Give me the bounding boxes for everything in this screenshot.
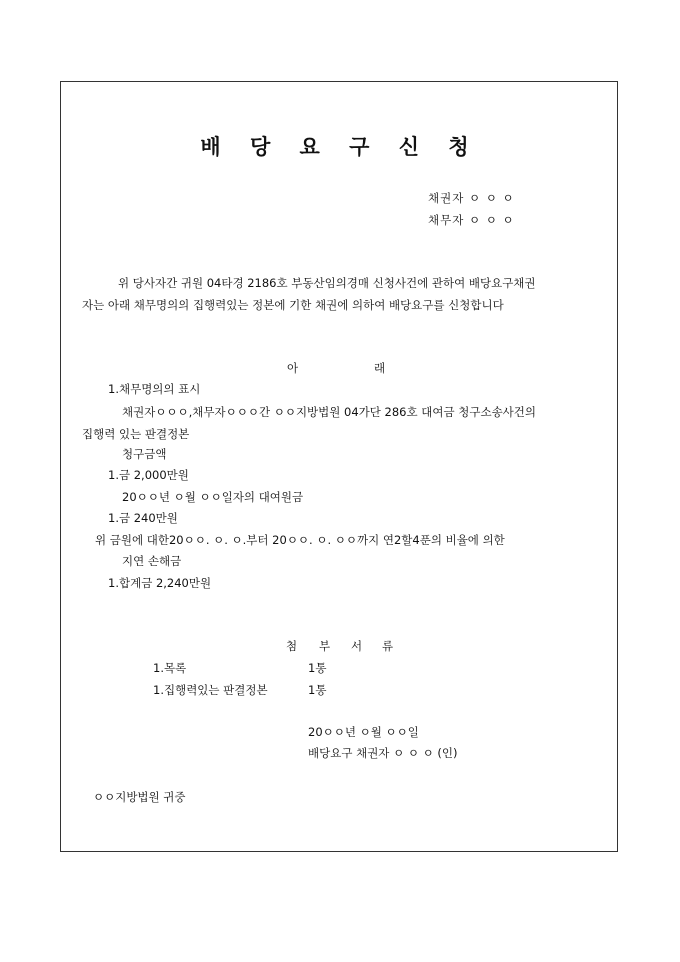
below-heading-b: 래 xyxy=(374,361,386,375)
claim-item-2: 1.금 240만원 xyxy=(108,511,178,525)
intro-line-2: 자는 아래 채무명의의 집행력있는 정본에 기한 채권에 의하여 배당요구를 신청합니다 xyxy=(82,298,504,312)
addressee: ㅇㅇ지방법원 귀중 xyxy=(93,790,186,804)
claim-item-1-desc: 20ㅇㅇ년 ㅇ월 ㅇㅇ일자의 대여원금 xyxy=(122,490,304,504)
document-title: 배 당 요 구 신 청 xyxy=(200,134,480,159)
section1-line-2: 집행력 있는 판결정본 xyxy=(82,427,190,441)
claim-heading: 청구금액 xyxy=(122,447,167,461)
attachment-item-2-count: 1통 xyxy=(308,683,327,697)
attachment-item-2-name: 1.집행력있는 판결정본 xyxy=(153,683,268,697)
attachments-heading-1: 첨 xyxy=(286,639,298,653)
attachment-item-1-name: 1.목록 xyxy=(153,661,187,675)
creditor-line: 채권자 ㅇ ㅇ ㅇ xyxy=(428,191,515,205)
debtor-line: 채무자 ㅇ ㅇ ㅇ xyxy=(428,213,515,227)
document-date: 20ㅇㅇ년 ㅇ월 ㅇㅇ일 xyxy=(308,725,419,739)
claim-item-2-desc-2: 지연 손해금 xyxy=(122,554,182,568)
below-heading-a: 아 xyxy=(287,361,299,375)
section1-heading: 1.채무명의의 표시 xyxy=(108,382,201,396)
attachments-heading-2: 부 xyxy=(319,639,331,653)
attachment-item-1-count: 1통 xyxy=(308,661,327,675)
section1-line-1: 채권자ㅇㅇㅇ,채무자ㅇㅇㅇ간 ㅇㅇ지방법원 04가단 286호 대여금 청구소송사건의 xyxy=(122,405,537,419)
claim-total: 1.합계금 2,240만원 xyxy=(108,576,212,590)
attachments-heading-4: 류 xyxy=(382,639,394,653)
claim-item-1: 1.금 2,000만원 xyxy=(108,468,189,482)
claim-item-2-desc: 위 금원에 대한20ㅇㅇ. ㅇ. ㅇ.부터 20ㅇㅇ. ㅇ. ㅇㅇ까지 연2할4푼의 비율에 의한 xyxy=(95,533,505,547)
attachments-heading-3: 서 xyxy=(351,639,363,653)
signature-line: 배당요구 채권자 ㅇ ㅇ ㅇ (인) xyxy=(308,746,458,760)
intro-line-1: 위 당사자간 귀원 04타경 2186호 부동산임의경매 신청사건에 관하여 배당요구채권 xyxy=(118,276,536,290)
